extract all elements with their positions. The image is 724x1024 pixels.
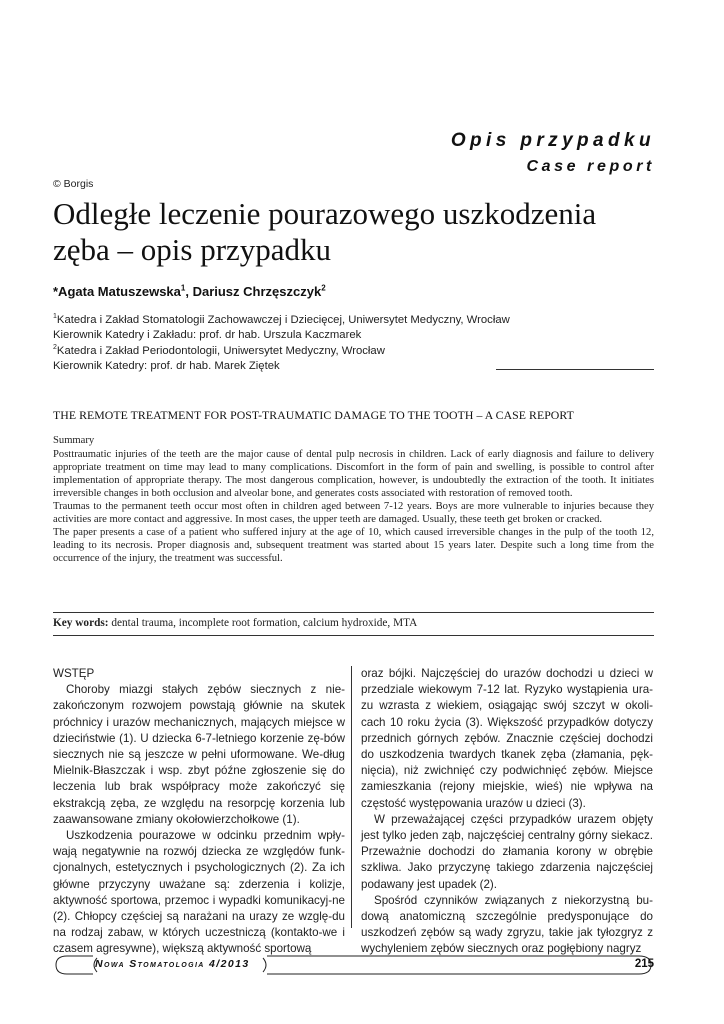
keywords-text: dental trauma, incomplete root formation, calcium hydroxide, MTA xyxy=(108,617,418,629)
body-column-left xyxy=(53,666,345,958)
section-heading: WSTĘP xyxy=(53,667,95,680)
article-title xyxy=(53,196,653,268)
affiliation-mark: 1 xyxy=(53,313,57,321)
author-separator: , xyxy=(185,284,193,299)
body-paragraph: W przeważającej części przypadków urazem objęty jest tylko jeden ząb, najczęściej centralny górny siekacz. Przeważnie dochodzi do złamania korony w obrębie szkliwa. Jako przyczynę takiego zdarzenia najczęściej podawany jest upadek (2). xyxy=(361,812,653,891)
body-paragraph: Choroby miazgi stałych zębów siecznych z nie-zakończonym rozwojem powstają głównie na skutek próchnicy i urazów mechanicznych, mających miejsce w dzieciństwie (1). U dziecka 6-7-letniego korzenie zę-bów siecznych nie są jeszcze w pełni uformowane. We-dług Mielnik-Błaszczak i wsp. zbyt późne zgłoszenie się do leczenia lub brak współpracy może zakończyć się ekstrakcją zęba, ze względu na resorpcję korzenia lub zaawansowane zmiany okołowierzchołkowe (1). xyxy=(53,683,345,826)
affiliation-line xyxy=(53,313,510,328)
keywords-label: Key words: xyxy=(53,617,109,629)
page-number: 215 xyxy=(634,958,654,970)
affiliations xyxy=(53,313,510,374)
author-affiliation-mark: 1 xyxy=(180,283,186,293)
summary-paragraph: Traumas to the permanent teeth occur most often in children aged between 7-12 years. Boys are more vulnerable to injuries because they activities are more contact and aggressive. In most cases, the upper teeth are damaged. Usually, these teeth get broken or cracked. xyxy=(53,501,654,525)
column-divider xyxy=(351,666,352,928)
affiliation-line xyxy=(53,344,510,359)
affiliation-line xyxy=(53,328,510,343)
affiliation-divider xyxy=(496,369,654,370)
summary-paragraph: Posttraumatic injuries of the teeth are the major cause of dental pulp necrosis in children. Lack of early diagnosis and failure to delivery appropriate treatment on time may lead to many complications. Discomfort in the form of pain and swelling, is possible to control after implementation of appropriate therapy. The most dangerous complication, however, is undoubtedly the extraction of the tooth. It initiates irreversible changes in both occlusion and alveolar bone, and generates costs associated with restoration of removed tooth. xyxy=(53,449,654,499)
summary-paragraph: The paper presents a case of a patient who suffered injury at the age of 10, which caused irreversible changes in the pulp of the tooth 12, leading to its necrosis. Proper diagnosis and, subsequent treatment was started about 15 years later. Despite such a long time from the occurrence of the injury, the treatment was successful. xyxy=(53,527,654,564)
keywords-bottom-rule xyxy=(53,635,654,636)
english-title: THE REMOTE TREATMENT FOR POST-TRAUMATIC DAMAGE TO THE TOOTH – A CASE REPORT xyxy=(53,408,574,422)
body-column-right xyxy=(361,666,653,958)
affiliation-mark: 2 xyxy=(53,343,57,351)
summary-block xyxy=(53,434,654,565)
affiliation-line xyxy=(53,359,510,374)
affiliation-text: Kierownik Katedry i Zakładu: prof. dr hab. Urszula Kaczmarek xyxy=(53,329,362,342)
journal-name: Nowa Stomatologia 4/2013 xyxy=(95,958,250,970)
body-paragraph: oraz bójki. Najczęściej do urazów dochodzi u dzieci w przedziale wiekowym 7-12 lat. Ryzyko wystąpienia ura-zu wzrasta z wiekiem, osiągając swój szczyt w okoli-cach 10 roku życia (3). Większość przypadków dotyczy przednich górnych zębów. Znacznie częściej dochodzi do uszkodzenia twardych tkanek zęba (złamania, pęk-nięcia), niż zwichnięć czy podwichnięć zębów. Miejsce zamieszkania (rejony miejskie, wieś) nie wpływa na częstość występowania urazów u dzieci (3). xyxy=(361,667,653,810)
author-name: Dariusz Chrzęszczyk xyxy=(192,284,322,299)
publisher-credit: © Borgis xyxy=(53,178,94,190)
author-list xyxy=(53,284,326,299)
keywords xyxy=(53,617,654,629)
body-paragraph: Spośród czynników związanych z niekorzystną bu-dową anatomiczną szczególnie predysponujące do uszkodzeń zębów są wady zgryzu, takie jak tyłozgryz z wychyleniem zębów siecznych oraz pogłębiony nagryz xyxy=(361,893,653,956)
keywords-top-rule xyxy=(53,612,654,613)
summary-heading: Summary xyxy=(53,435,95,446)
section-label-polish: Opis przypadku xyxy=(450,130,655,151)
article-title-line-1: Odległe leczenie pourazowego uszkodzenia xyxy=(53,196,597,231)
affiliation-text: Katedra i Zakład Stomatologii Zachowawczej i Dziecięcej, Uniwersytet Medyczny, Wrocław xyxy=(56,314,510,326)
author-affiliation-mark: 2 xyxy=(321,283,326,293)
body-paragraph: Uszkodzenia pourazowe w odcinku przednim wpły-wają negatywnie na rozwój dziecka ze względów funk-cjonalnych, estetycznych i psychologicznych (2). Za ich główne przyczyny uważane są: zderzenia i kolizje, aktywność sportowa, przemoc i wypadki komunikacyj-ne (2). Chłopcy częściej są narażani na urazy ze wzglę-du na rodzaj zabaw, w których uczestniczą (kontakto-we i czasem agresywne), większą aktywność sportową xyxy=(53,829,345,956)
affiliation-text: Kierownik Katedry: prof. dr hab. Marek Ziętek xyxy=(53,359,280,372)
section-label-english: Case report xyxy=(526,158,655,175)
author-name: *Agata Matuszewska xyxy=(53,284,181,299)
article-title-line-2: zęba – opis przypadku xyxy=(53,232,332,267)
affiliation-text: Katedra i Zakład Periodontologii, Uniwersytet Medyczny, Wrocław xyxy=(56,344,385,357)
